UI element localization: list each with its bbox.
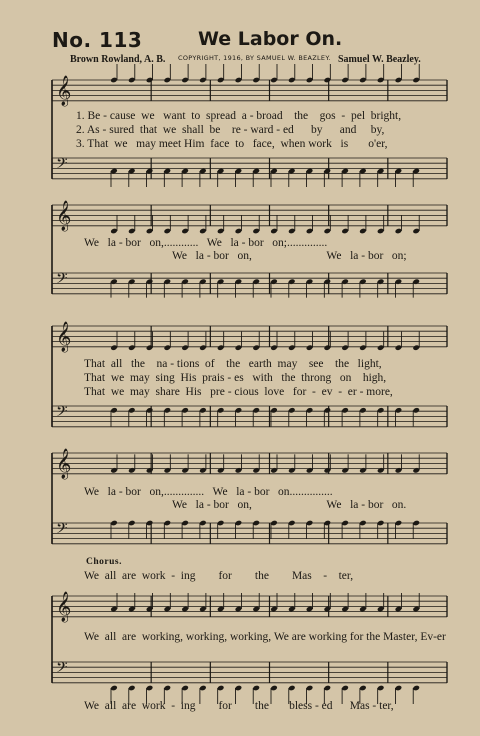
refrain-lower-line: We la - bor on, We la - bor on; (172, 250, 407, 262)
svg-text:𝄞: 𝄞 (56, 449, 72, 479)
svg-text:𝄢: 𝄢 (56, 270, 68, 291)
refrain-upper-line: We la - bor on,............ We la - bor on;.............. (84, 237, 328, 249)
svg-text:𝄢: 𝄢 (56, 659, 68, 680)
verse-b-line2: That we may sing His prais - es with the throng on high, (84, 372, 387, 384)
svg-text:𝄞: 𝄞 (56, 322, 72, 352)
chorus-line3: We all are work - ing for the bless - ed Mas - ter, (84, 700, 394, 712)
verse-b-line3: That we may share His pre - cious love for - ev - er - more, (84, 386, 393, 398)
verse1-line: 1. Be - cause we want to spread a - broad the gos - pel bright, (76, 110, 402, 122)
verse2-line: 2. As - sured that we shall be re - ward - ed by and by, (76, 124, 385, 136)
hymn-title: We Labor On. (198, 28, 343, 50)
svg-text:𝄞: 𝄞 (56, 76, 72, 106)
composer-credit: Samuel W. Beazley. (338, 54, 421, 65)
chorus-line1: We all are work - ing for the Mas - ter, (84, 570, 354, 582)
hymn-number: No. 113 (52, 28, 143, 52)
svg-text:𝄢: 𝄢 (56, 155, 68, 176)
chorus-line2: We all are working, working, working, We are working for the Master, Ev-er (84, 631, 446, 643)
lyricist-credit: Brown Rowland, A. B. (70, 54, 166, 65)
chorus-label: Chorus. (86, 557, 122, 567)
refrain2-lower-line: We la - bor on, We la - bor on. (172, 499, 407, 511)
svg-text:𝄞: 𝄞 (56, 201, 72, 231)
svg-text:𝄞: 𝄞 (56, 592, 72, 622)
refrain2-upper-line: We la - bor on,.............. We la - bor on............... (84, 486, 333, 498)
copyright-notice: COPYRIGHT, 1916, BY SAMUEL W. BEAZLEY. (178, 54, 331, 62)
svg-text:𝄢: 𝄢 (56, 520, 68, 541)
verse3-line: 3. That we may meet Him face to face, when work is o'er, (76, 138, 388, 150)
svg-text:𝄢: 𝄢 (56, 403, 68, 424)
verse-b-line1: That all the na - tions of the earth may see the light, (84, 358, 382, 370)
